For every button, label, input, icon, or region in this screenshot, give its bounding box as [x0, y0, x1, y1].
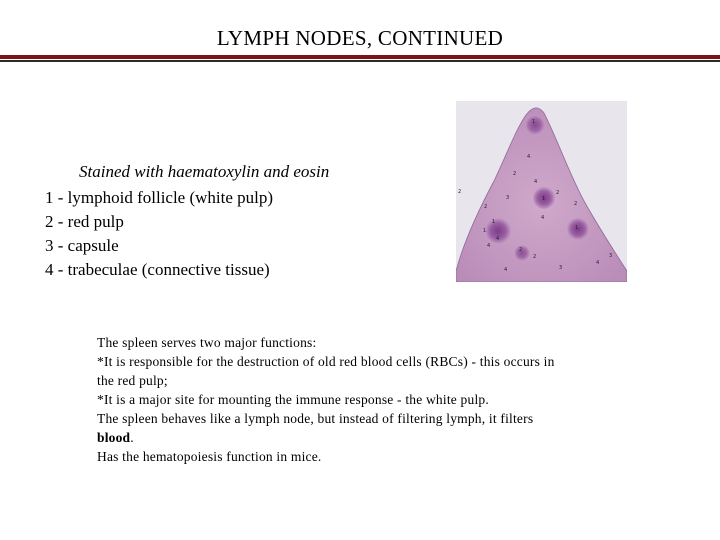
- micrograph-label: 2: [574, 201, 578, 207]
- legend-item-4: 4 - trabeculae (connective tissue): [45, 260, 270, 279]
- micrograph-label: 1: [483, 228, 487, 234]
- micrograph-label: 1: [575, 225, 579, 231]
- micrograph-label: 4: [504, 267, 508, 273]
- figure-legend: [45, 186, 273, 282]
- micrograph-label: 2: [533, 254, 537, 260]
- micrograph-label: 4: [487, 243, 491, 249]
- title-divider-red: [0, 55, 720, 59]
- micrograph-label: 1: [492, 219, 496, 225]
- micrograph-label: 1: [532, 119, 536, 125]
- micrograph-label: 2: [513, 171, 517, 177]
- micrograph-label: 3: [559, 265, 563, 271]
- legend-item-2: 2 - red pulp: [45, 212, 124, 231]
- description-line: The spleen serves two major functions:: [97, 335, 317, 350]
- micrograph-label: 4: [596, 260, 600, 266]
- title-divider: [0, 55, 720, 63]
- micrograph-label: 3: [609, 253, 613, 259]
- micrograph-label: 2: [519, 247, 523, 253]
- micrograph-label: 4: [534, 179, 538, 185]
- description-emphasis: blood: [97, 430, 131, 445]
- description-line: *It is responsible for the destruction of old red blood cells (RBCs) - this occurs in the red pulp;: [97, 354, 555, 388]
- stain-caption: Stained with haematoxylin and eosin: [79, 162, 330, 181]
- title-divider-dark: [0, 60, 720, 62]
- micrograph-label: 3: [506, 195, 510, 201]
- micrograph-label: 4: [527, 154, 531, 160]
- description-line: *It is a major site for mounting the immune response - the white pulp.: [97, 392, 489, 407]
- spleen-description: [97, 333, 567, 466]
- micrograph-label: 4: [496, 236, 500, 242]
- spleen-micrograph: [456, 101, 627, 282]
- description-text: The spleen behaves like a lymph node, but instead of filtering lymph, it filters: [97, 411, 534, 426]
- legend-item-1: 1 - lymphoid follicle (white pulp): [45, 188, 274, 207]
- slide-title: LYMPH NODES, CONTINUED: [216, 26, 504, 50]
- description-text: .: [130, 430, 134, 445]
- micrograph-label: 4: [541, 215, 545, 221]
- follicle: [525, 115, 545, 135]
- description-line: [97, 409, 567, 447]
- micrograph-label: 2: [556, 190, 560, 196]
- micrograph-label: 2: [458, 189, 462, 195]
- micrograph-label: 1: [542, 196, 546, 202]
- legend-item-3: 3 - capsule: [45, 236, 119, 255]
- description-line: Has the hematopoiesis function in mice.: [97, 449, 322, 464]
- micrograph-label: 2: [484, 204, 488, 210]
